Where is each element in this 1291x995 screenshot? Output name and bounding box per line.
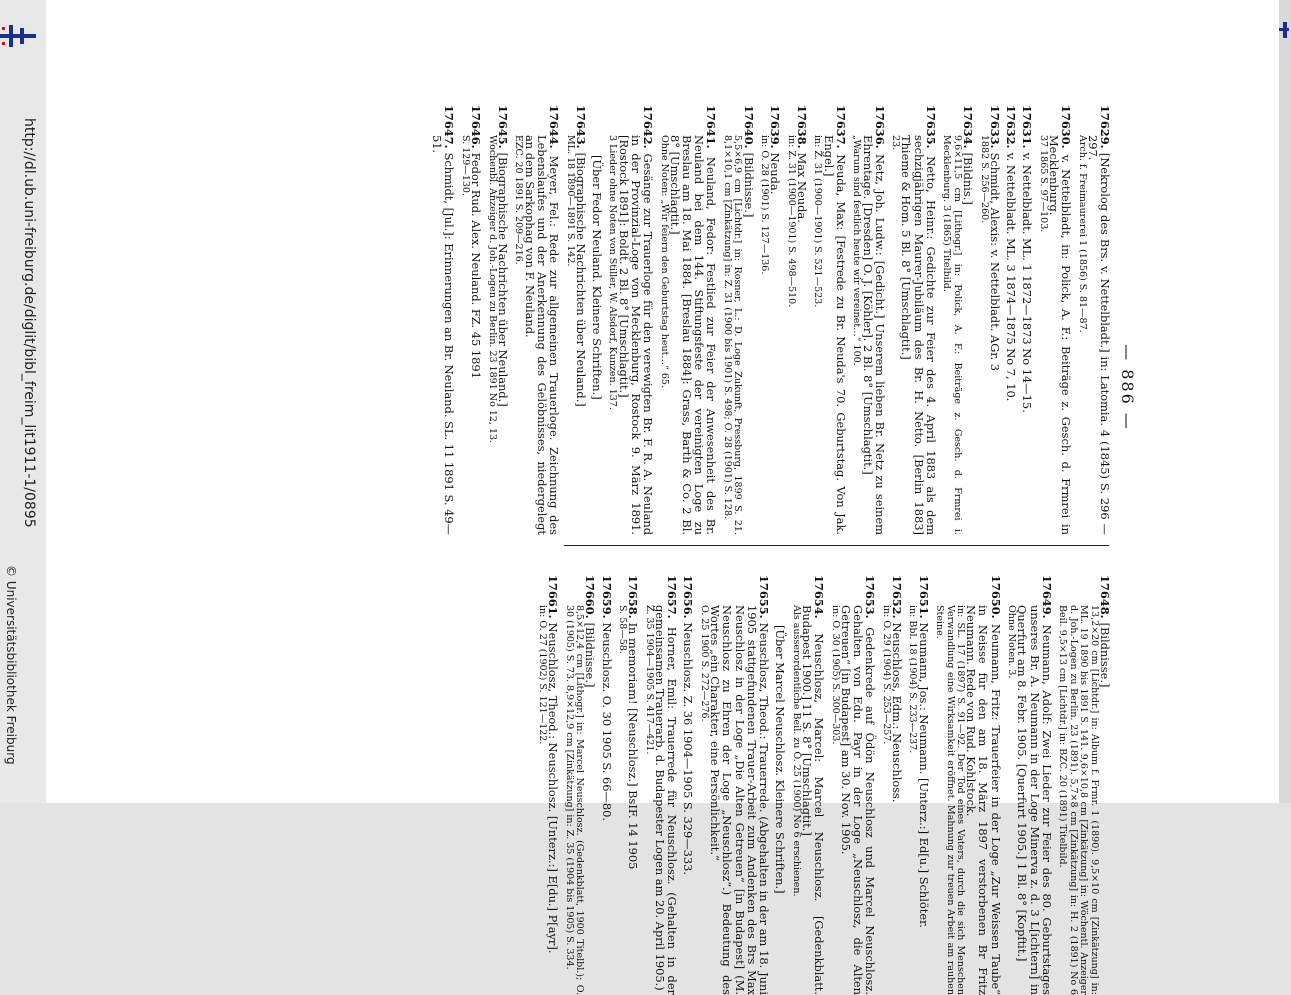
entry-number: 17651. (916, 575, 931, 623)
entry-note: in: O. 28 (1901) S. 127—136. (759, 135, 771, 275)
bibliography-entry (537, 575, 560, 995)
entry-text: [Biographische Nachrichten über Neuland.] (573, 152, 588, 407)
entry-note: 3 Lieder ohne Noten von Stiller, W. Alsdorf, Kunzen. 137. (607, 135, 619, 410)
entry-number: 17630. (1059, 105, 1074, 155)
entry-text: Neuschloss, Edm.: Neuschloss. (889, 622, 904, 803)
entry-note: O. 25 1900 S. 272—276. (698, 605, 710, 722)
bibliography-entry (941, 105, 974, 535)
bibliography-entry (564, 105, 587, 535)
entry-text: Meyer, Fel.: Rede zur allgemeinen Trauerloge. Zeichnung des Lebenslaufes und der Anerkennung des Gelöbnisses, niedergelegt an dem Sarkophag von F. Neuland. (522, 135, 562, 536)
entry-text: Neumann, Jos.: Neumann. [Unterz.:] Ed[u.] Schlöter. (916, 622, 931, 928)
entry-note: 13,2×20 cm [Lichtdr.] in: Album f. Frmr. 1 (1890). 9,5×10 cm [Zinkätzung] in: ML. 19 1890 bis 1891 S. 141. 9,6×10,8 cm [Zinkätzung] in: Wöchentl. Anzeiger d. Joh.-Logen zu Berlin. 23 (1891). 5,7×8 cm [Zinkätzung] in: H. 2 (1891) No 6 Beil. 9,5×13 cm [Lichtdr.] in: BZC. 20 (1891) Titelbild. (1057, 605, 1100, 995)
bibliography-entry (1037, 105, 1072, 535)
source-url[interactable]: http://dl.ub.uni-freiburg.de/diglit/bibl_freim_lit1911-1/0895 (21, 118, 37, 528)
entry-text: Neuschlosz. Z. 36 1904—1905 S. 329—333. (681, 622, 696, 875)
rotated-page-content (239, 105, 1137, 995)
entry-text: Neuschlosz, Theod.: Neuschlosz. [Unterz.:] E[du.] P[ayr]. (546, 622, 561, 954)
bibliography-entry (431, 105, 455, 535)
entry-number: 17649. (1039, 575, 1054, 625)
page-number: — 886 — (1118, 344, 1137, 431)
entry-text: [Bildnis.] (961, 152, 976, 205)
entry-note: EZC. 20 1891 S. 209—216. (513, 135, 525, 265)
entry-number: 17643. (573, 105, 588, 153)
entry-text: Neuda. (768, 152, 783, 195)
entry-number: 17652. (889, 575, 904, 623)
entry-text: Neuschlosz. O. 30 1905 S. 66—80. (599, 622, 614, 822)
bibliography-entry (682, 575, 694, 995)
library-logo-icon (1279, 22, 1289, 42)
entry-text: v. Nettelbladt. ML. 3 1874—1875 No 7, 10. (1003, 152, 1018, 402)
entry-note: Ohne Noten. 3. (1006, 605, 1018, 679)
entry-number: 17647. (442, 105, 457, 153)
entry-text: Horner, Emil: Trauerrede für Neuschlosz. (Gehalten in der gemeinsamen Trauerarb. d. Budapester Logen am 20. April 1905.) (653, 605, 680, 995)
right-column (533, 575, 1111, 995)
entry-text: Gesänge zur Trauerloge für den verewigten Br. F. R. A. Neuland in der Provinzial-Loge von Mecklenburg, Rostock 9. März 1891. [Rostock 1891]: Boldt. 2 Bl. 8° [Umschlagtit.] (616, 135, 656, 536)
bibliography-entry (1021, 105, 1033, 535)
viewer-right-margin (1279, 0, 1291, 803)
bibliography-entry (607, 105, 654, 535)
entry-note: Wochenbl. Anzeiger d. Joh.-Logen zu Berlin. 23 1891 No 12, 13. (486, 135, 498, 444)
entry-text: [Bildnisse.] (741, 152, 756, 218)
entry-number: 17634. (961, 105, 976, 153)
bibliography-entry (934, 575, 1002, 995)
entry-text: Neumann, Fritz: Trauerfeier in der Loge „Zur Weissen Taube“ in Neisse für den am 18. März 1897 verstorbenen Br Fritz Neumann. Rede von Rud. Kohlstock. (964, 605, 1003, 995)
entry-number: 17633. (987, 105, 1002, 153)
entry-number: 17636. (872, 105, 887, 155)
entry-text: Netto, Heinr.: Gedichte zur Feier des 4. April 1883 als dem sechzigjährigen Maurer-Jubiläum des Br. H. Netto. [Berlin 1883] Thieme & Hom. 5 Bl. 8° [Umschlagtit.] (899, 135, 938, 536)
bibliography-entry (721, 105, 754, 535)
entry-number: 17656. (681, 575, 696, 623)
entry-number: 17631. (1020, 105, 1035, 153)
bibliography-entry (890, 105, 937, 535)
left-column (427, 105, 1111, 535)
bibliography-entry (563, 575, 596, 995)
entry-number: 17642. (641, 105, 656, 154)
entry-note: 37 1865 S. 97—103. (1037, 135, 1049, 233)
bibliography-entry (774, 575, 786, 995)
entry-text: In memoriam! [Neuschlosz.] BsIF. 14 1905 (626, 622, 641, 870)
entry-number: 17661. (546, 575, 561, 623)
bibliography-entry (698, 575, 770, 995)
entry-text: Schmidt, Alexis: v. Nettelbladt. AGr. 3 (987, 152, 1002, 372)
entry-text: Neuschlosz, Theod.: Trauerrede. (Abgehalten in der am 18. Juni 1905 stattgefundenen Trauer-Arbeit zum Andenken des Brs Max Neuschlosz in der Loge „Die Alten Getreuen“ [in Budapest] (M. Neuschlosz zu Ehren der Loge „Neuschlosz“.) Bedeutung des Wortes „ein Charakter, eine Persönlichkeit.“ (708, 605, 771, 995)
entry-text: v. Nettelbladt. ML. 1 1872—1873 No 14—15. (1020, 152, 1035, 413)
entry-note: ML. 18 1890—1891 S. 142. (564, 135, 576, 267)
entry-note: in: O. 29 (1904) S. 253—257. (880, 605, 892, 745)
entry-note: in: O. 30 (1905) S. 300—303. (829, 605, 841, 745)
entry-note: S. 129—130. (460, 135, 471, 196)
bibliography-entry (486, 105, 509, 535)
entry-text: Schmidt, [Jul.]: Erinnerungen an Br. Neuland. SL. 11 1891 S. 49—51. (430, 135, 457, 535)
scanned-page (46, 0, 1279, 995)
bibliography-entry (785, 105, 808, 535)
entry-number: 17638. (794, 105, 809, 153)
entry-note: 8,5×12,4 cm [Lithogr.] in: Marcel Neuschlosz. (Gedenkblatt, 1900 Titelbl.); O. 30 (1905) S. 73. 8,9×12,9 cm [Zinkätzung] in: Z. 35 (1904 bis 1905) S. 334. (563, 605, 586, 995)
entry-number: 17641. (704, 105, 719, 157)
entry-number: 17646. (469, 105, 484, 153)
entry-number: 17654. (812, 575, 827, 634)
entry-note: in: Z. 31 (1900—1901) S. 521—523. (812, 135, 824, 308)
entry-number: 17650. (988, 575, 1003, 624)
entry-text: Fedor Rud. Alex. Neuland. FZ. 45 1891 (469, 152, 484, 379)
bibliography-entry (790, 575, 825, 995)
entry-number: 17635. (923, 105, 938, 157)
entry-note: Als ausserordentliche Beil. zu O. 25 (1900) No 6 erschienen. (790, 605, 802, 897)
entry-text: Gedenkrede auf Ödön Neuschlosz und Marcel Neuschlosz. Gehalten von Edu. Payr in der Loge „Neuschlosz, die Alten Getreuen“ [in Budapest] am 30. Nov. 1905. (838, 605, 878, 995)
entry-text: Neumann, Adolf: Zwei Lieder zur Feier des 80. Geburtstages unseres Br. A. Neumann in der Loge Minerva z. d. 3 L[ichtern] in Querfurt am 8. Febr. 1905. [Querfurt 1905.] 1 Bl. 8° [Kopftit.] (1015, 605, 1054, 995)
entry-number: 17657. (665, 575, 680, 627)
entry-text: [Bildnisse.] (583, 622, 598, 688)
entry-number: 17648. (1098, 575, 1112, 623)
entry-number: 17659. (599, 575, 614, 623)
entry-number: 17637. (833, 105, 848, 155)
entry-note: in: Z. 31 (1900—1901) S. 498—510. (785, 135, 797, 308)
entry-text: [Über Fedor Neuland. Kleinere Schriften.] (589, 155, 604, 400)
bibliography-entry (643, 575, 678, 995)
entry-text: Neuland, Fedor: Festlied zur Feier der Anwesenheit des Br. Neuland bei dem 144. Stiftungsfeste der vereinigten Loge zu Breslau am 18. Mai 1884. [Breslau 1884]: Grass, Barth & Co. 2 Bl. 8° [Umschlagtit.] (667, 135, 719, 535)
bibliography-entry (978, 105, 1001, 535)
viewer-left-margin (0, 0, 46, 803)
entry-note: „Warum sind festlich heute wir vereinet…“ 100. (851, 135, 863, 366)
bibliography-entry (617, 575, 640, 995)
entry-text: [Über Marcel Neuschlosz. Kleinere Schriften.] (773, 625, 788, 894)
bibliography-entry (460, 105, 483, 535)
entry-note: 23. (890, 135, 902, 151)
entry-text: Neuda, Max: [Festrede zu Br. Neuda's 70. Geburtstag. Von Jak. Engel.] (821, 135, 848, 535)
entry-number: 17658. (626, 575, 641, 623)
entry-text: [Biographische Nachrichten über Neuland.] (495, 152, 510, 407)
entry-number: 17639. (768, 105, 783, 153)
bibliography-entry (880, 575, 903, 995)
entry-note: Z. 35 1904—1905 S. 417—421. (643, 605, 655, 755)
entry-note: in: Bbl. 18 (1904) S. 233—237. (907, 605, 919, 754)
entry-number: 17660. (583, 575, 598, 623)
entry-note: 5,5×6,9 cm [Lichtdr.] in: Rosner, L.: D. Loge Zukunft, Pressburg, 1899 S. 21. 8,1×10,1 cm [Zinkätzung] in: Z. 31 (1900 bis 1901) S. 498; O. 28 (1901) S. 128. (721, 135, 744, 535)
entry-note: in: O. 27 (1902) S. 121—122. (537, 605, 549, 745)
entry-number: 17632. (1003, 105, 1018, 153)
bibliography-entry (829, 575, 876, 995)
entry-text: v. Nettelbladt, in: Polick, A. F.: Beiträge z. Gesch. d. Frmrei in Mecklenburg. (1046, 135, 1074, 535)
entry-note: S. 58—58. (617, 605, 629, 654)
entry-number: 17655. (756, 575, 771, 623)
entry-number: 17644. (547, 105, 562, 156)
entry-text: Netz, Joh. Ludw.: [Gedicht.] Unserem lieben Br. Netz zu seinem Ehrentage. [Dresden] O. J. [Köhler]. 2 Bl. 8° [Umschlagtit.] (860, 135, 887, 535)
bibliography-entry (1057, 575, 1111, 995)
entry-note: in: SL. 17 (1897) S. 91—92. Der Tod eines Vaters, durch die sich Menschen Verwandlung eine Wirksamkeit eröffnet. Mahnung zur treuen Arbeit am rauhen Steine. (934, 605, 967, 995)
copyright-note: © Universitätsbibliothek Freiburg (4, 565, 18, 765)
bibliography-entry (513, 105, 560, 535)
library-logo-icon (0, 22, 40, 52)
entry-text: Neuschlosz, Marcel: Marcel Neuschlosz. [Gedenkblatt. Budapest 1900.] 11 S. 8° [Umschlagtit.] (799, 605, 827, 995)
bibliography-entry (759, 105, 782, 535)
entry-number: 17645. (495, 105, 510, 153)
bibliography-entry (812, 105, 847, 535)
bibliography-entry (907, 575, 930, 995)
bibliography-entry (1005, 105, 1017, 535)
bibliography-entry (851, 105, 886, 535)
entry-number: 17629. (1098, 105, 1112, 153)
column-divider (564, 545, 1109, 546)
bibliography-entry (600, 575, 612, 995)
bibliography-entry (1006, 575, 1053, 995)
entry-note: Ohne Noten: „Wir feiern den Geburtstag heut…“ 65. (658, 135, 670, 388)
entry-text: [Bildnisse.] (1098, 622, 1112, 688)
bibliography-entry (591, 105, 603, 535)
entry-note: 1882 S. 256—260. (978, 135, 990, 224)
entry-number: 17653. (863, 575, 878, 628)
entry-number: 17640. (741, 105, 756, 153)
entry-text: Max Neuda. (794, 152, 809, 223)
entry-text: [Nekrolog des Brs. v. Nettelbladt.] in: Latomia. 4 (1845) S. 296 — 297. (1085, 135, 1112, 535)
bibliography-entry (658, 105, 717, 535)
entry-note: Arch. f. Freimaurerei 1 (1856) S. 81—87. (1076, 135, 1088, 333)
bibliography-entry (1076, 105, 1111, 535)
entry-note: 9,6×11,5 cm [Lithogr.] in: Polick, A. F.: Beiträge z. Gesch. d. Frmrei i. Mecklenburg. 3 (1865) Titelbild. (941, 135, 963, 535)
